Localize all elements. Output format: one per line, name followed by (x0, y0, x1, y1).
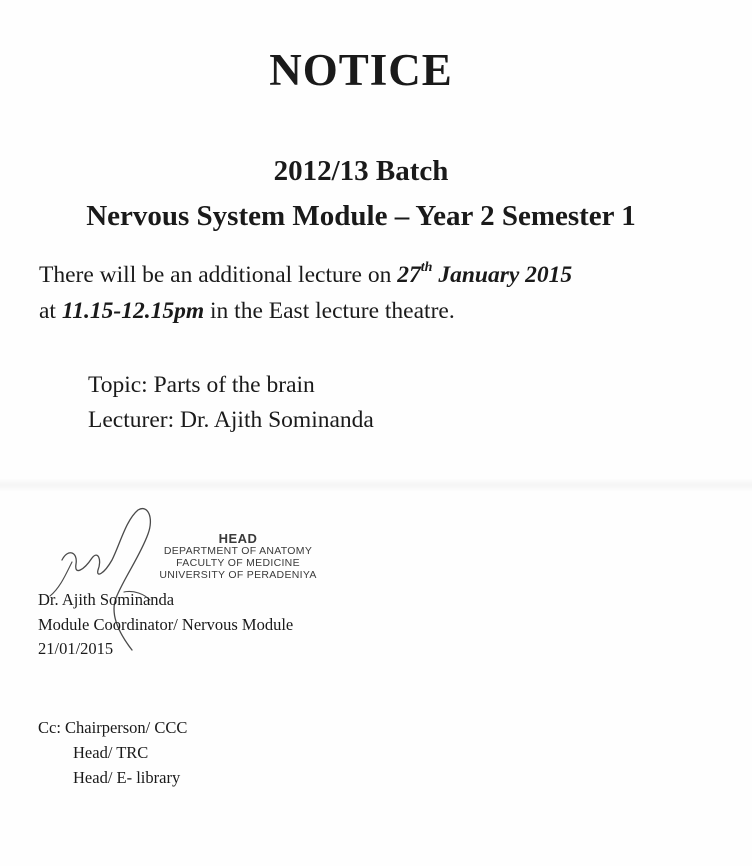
announcement-text: There will be an additional lecture on (39, 262, 398, 288)
announcement-at: at (39, 298, 62, 324)
announcement-line-1 (39, 262, 572, 289)
lecture-date (397, 262, 572, 288)
cc-line-3: Head/ E- library (73, 768, 181, 787)
department-stamp (148, 533, 328, 581)
signatory-name: Dr. Ajith Sominanda (38, 590, 175, 609)
cc-line-1: Cc: Chairperson/ CCC (38, 718, 188, 737)
lecture-time: 11.15-12.15pm (61, 298, 205, 324)
stamp-university: UNIVERSITY OF PERADENIYA (159, 569, 317, 581)
stamp-head: HEAD (218, 531, 258, 546)
notice-title: NOTICE (269, 45, 453, 95)
announcement-line-2 (39, 298, 455, 325)
signatory-date: 21/01/2015 (38, 639, 114, 658)
lecture-lecturer: Lecturer: Dr. Ajith Sominanda (88, 407, 374, 433)
cc-line-2: Head/ TRC (73, 743, 149, 762)
lecture-date-day: 27 (397, 262, 421, 288)
lecture-date-rest: January 2015 (432, 262, 573, 288)
signatory-role: Module Coordinator/ Nervous Module (38, 615, 294, 634)
stamp-faculty: FACULTY OF MEDICINE (176, 557, 300, 569)
batch-heading: 2012/13 Batch (273, 155, 449, 187)
paper-fold-shadow (0, 478, 752, 492)
module-heading: Nervous System Module – Year 2 Semester 1 (86, 200, 636, 232)
lecture-date-suffix: th (420, 260, 433, 276)
lecture-topic: Topic: Parts of the brain (88, 372, 315, 398)
stamp-department: DEPARTMENT OF ANATOMY (163, 545, 313, 557)
lecture-venue: in the East lecture theatre. (204, 298, 455, 324)
